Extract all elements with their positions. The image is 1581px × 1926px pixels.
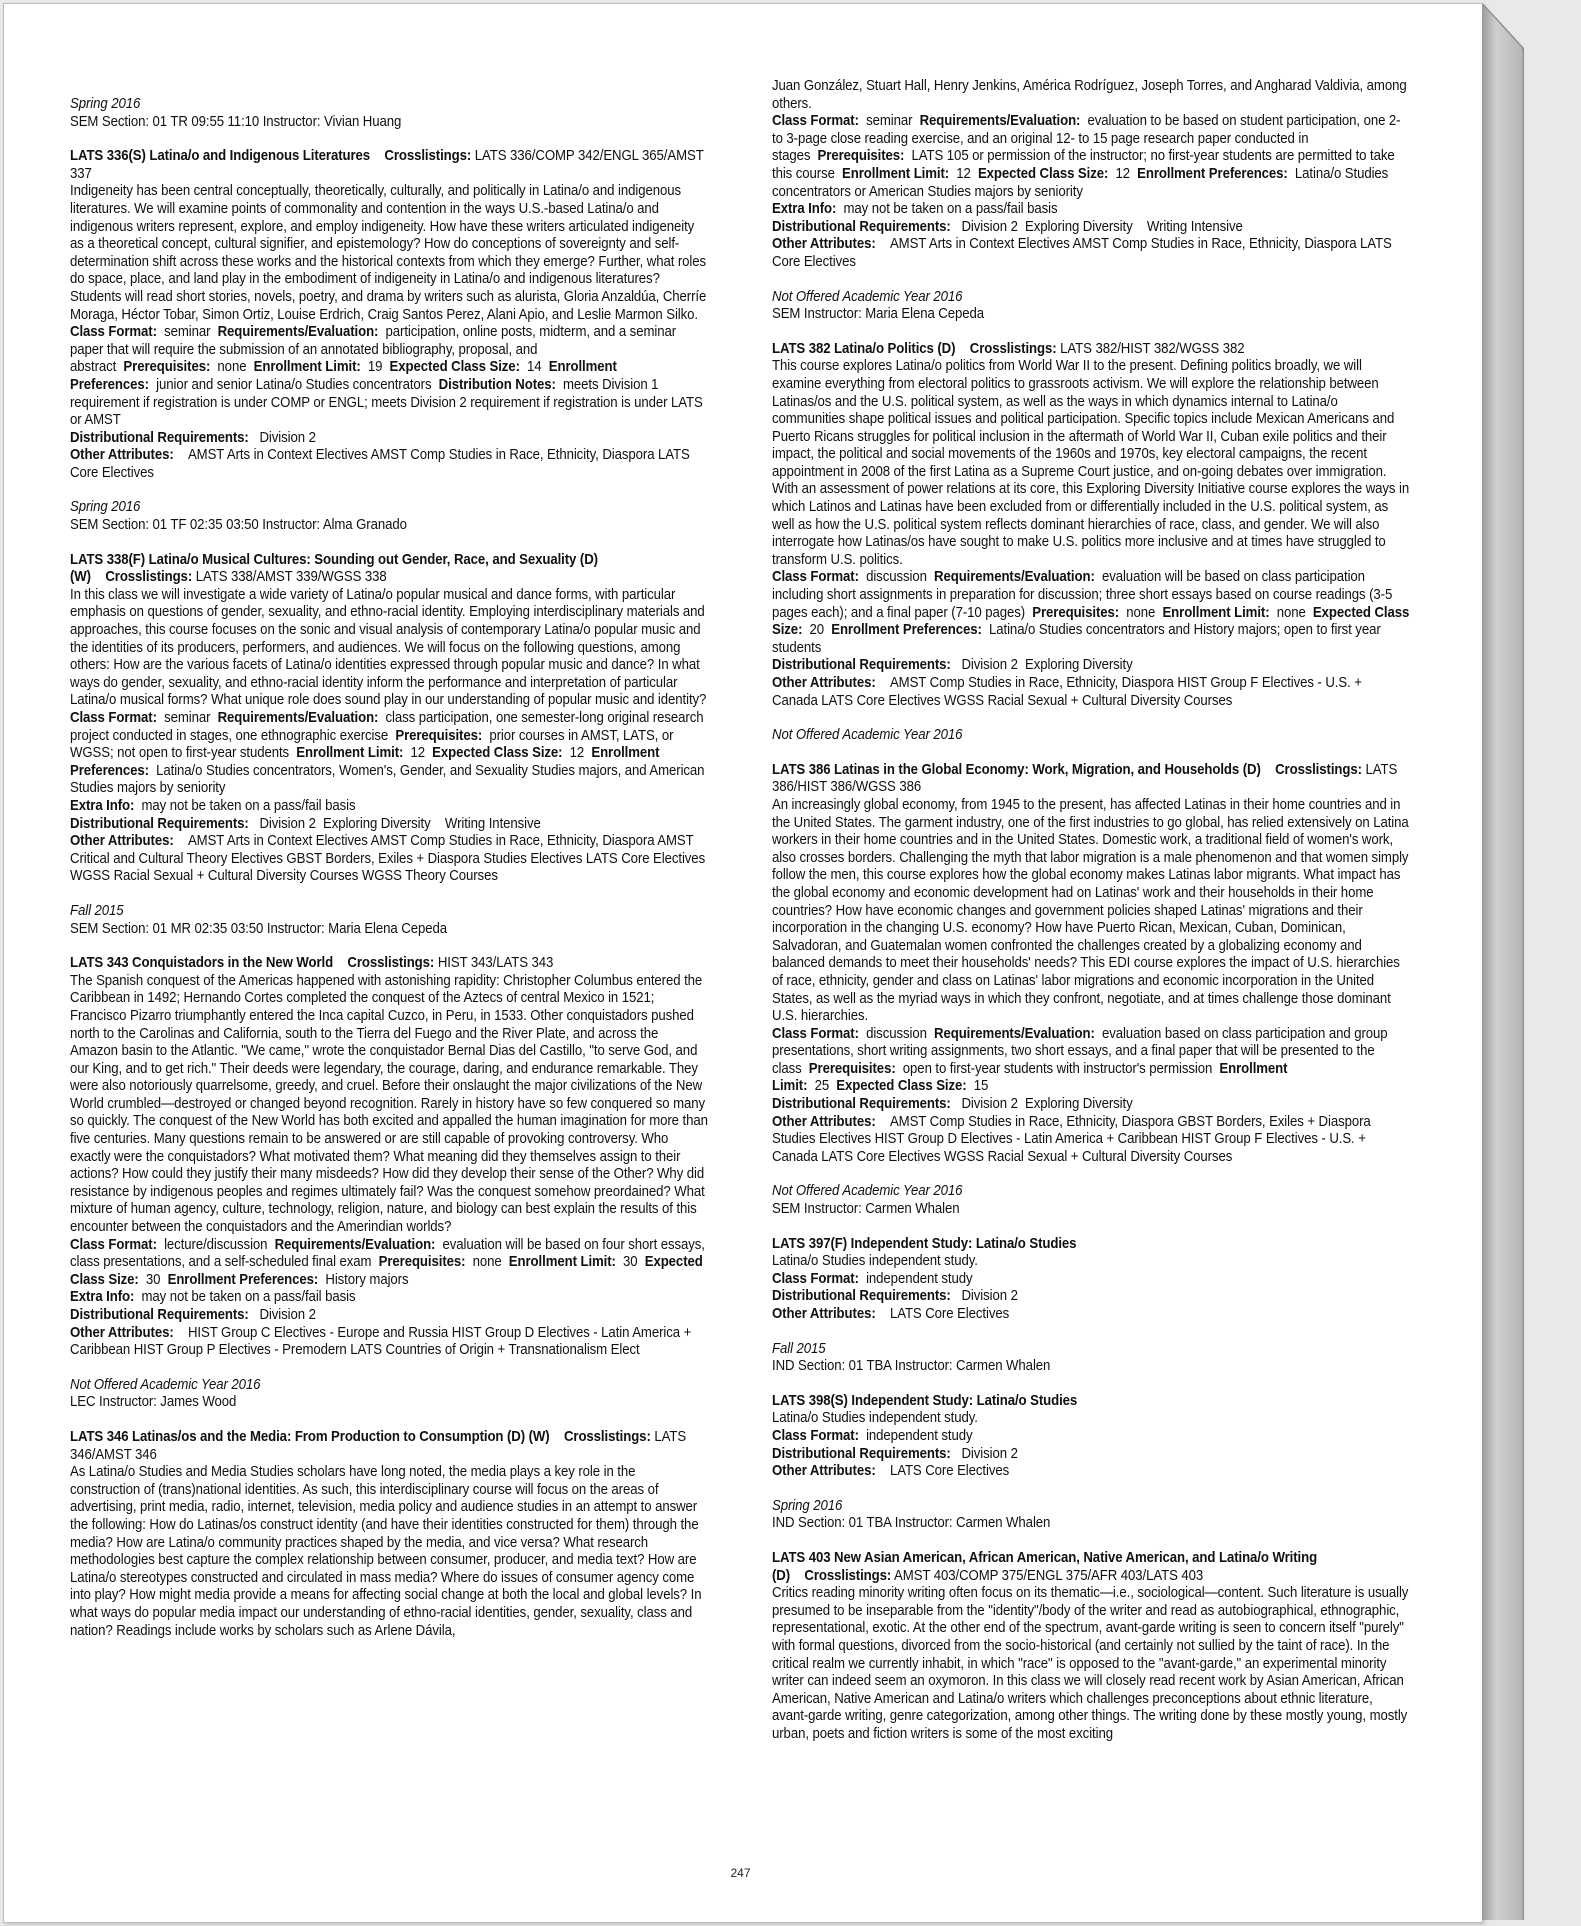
detail-label: Prerequisites: [817, 148, 905, 165]
detail-label: Enrollment Limit: [296, 745, 404, 762]
detail-label: Expected Class Size: [772, 604, 1410, 639]
section-line: SEM Section: 01 TF 02:35 03:50 Instructor: Alma Granado [70, 517, 407, 534]
detail-label: Expected Class Size: [432, 745, 563, 762]
other-attributes-label: Other Attributes: [772, 1113, 876, 1130]
other-attributes-label: Other Attributes: [70, 833, 174, 850]
term-label: Not Offered Academic Year 2016 [772, 727, 963, 744]
other-attributes-value: AMST Arts in Context Electives AMST Comp Studies in Race, Ethnicity, Diaspora AMST Critical and Cultural Theory Electives GBST Borders, Exiles + Diaspora Studies Electives LATS Core Electives WGSS Racial Sexual + Cultural Diversity Courses WGSS Theory Courses [70, 833, 706, 885]
crosslistings-label: Crosslistings: [804, 1567, 892, 1584]
detail-label: Requirements/Evaluation: [217, 710, 379, 726]
distributional-value: Division 2 [961, 1288, 1018, 1305]
distributional-label: Distributional Requirements: [772, 218, 951, 235]
distributional-value: Division 2 Exploring Diversity [961, 1096, 1133, 1113]
detail-value: evaluation will be based on four short essays, class presentations, and a self-scheduled final exam [70, 1236, 705, 1271]
detail-value: Latina/o Studies concentrators, Women's, Gender, and Sexuality Studies majors, and American Studies majors by seniority [70, 762, 705, 797]
other-attributes-value: AMST Arts in Context Electives AMST Comp Studies in Race, Ethnicity, Diaspora LATS Core Electives [772, 236, 1392, 270]
course-title: LATS 397(F) Independent Study: Latina/o Studies [772, 1235, 1077, 1252]
course-title: LATS 346 Latinas/os and the Media: From Production to Consumption (D) (W) [70, 1428, 550, 1445]
course-title: LATS 398(S) Independent Study: Latina/o Studies [772, 1392, 1078, 1409]
course-description: Latina/o Studies independent study. [772, 1410, 978, 1427]
detail-label: Expected Class Size: [836, 1078, 967, 1095]
term-label: Not Offered Academic Year 2016 [70, 1376, 261, 1393]
section-line: SEM Instructor: Carmen Whalen [772, 1201, 960, 1218]
detail-value: LATS 105 or permission of the instructor; no first-year students are permitted to take this course [772, 148, 1395, 182]
detail-value: none [1126, 604, 1156, 621]
distributional-label: Distributional Requirements: [772, 657, 951, 674]
detail-label: Requirements/Evaluation: [934, 1025, 1095, 1042]
other-attributes-value: LATS Core Electives [889, 1463, 1010, 1480]
detail-value: discussion [866, 569, 927, 586]
detail-value: meets Division 1 requirement if registration is under COMP or ENGL; meets Division 2 requirement if registration is under LATS or AMST [70, 376, 703, 429]
distributional-label: Distributional Requirements: [70, 429, 249, 446]
extra-info-value: may not be taken on a pass/fail basis [843, 201, 1058, 218]
course-body [772, 762, 1410, 1167]
detail-label: Enrollment Preferences: [70, 359, 617, 393]
course-description: This course explores Latina/o politics from World War II to the present. Defining politics broadly, we will examine everything from electoral politics to grassroots activism. We will explore the relationship between Latinas/os and the U.S. political system, as well as the ways in which dynamics internal to Latina/o communities shape political issues and political participation. Specific topics include Mexican Americans and Puerto Ricans struggles for political inclusion in the aftermath of World War II, Cuban exile politics and their impact, the political and social movements of the 1960s and 1970s, key electoral campaigns, the recent appointment in 2008 of the first Latina as a Supreme Court justice, and on-going debates over immigration. With an assessment of power relations at its core, this Exploring Diversity Initiative course explores the ways in which Latinos and Latinas have been excluded from or differentially included in the U.S. political system, as well as how the U.S. political system reflects dominant hierarchies of race, class, and gender. We will also interrogate how Latinas/os have sought to make U.S. politics more inclusive and at times have struggled to transform U.S. politics. [772, 358, 1410, 568]
other-attributes-value: AMST Comp Studies in Race, Ethnicity, Diaspora HIST Group F Electives - U.S. + Canada LATS Core Electives WGSS Racial Sexual + Cultural Diversity Courses [772, 675, 1362, 709]
course-title: LATS 403 New Asian American, African American, Native American, and Latina/o Writing (D) [772, 1549, 1318, 1584]
section-line: SEM Section: 01 TR 09:55 11:10 Instructor: Vivian Huang [70, 113, 402, 130]
left-column [70, 96, 708, 1657]
detail-label: Requirements/Evaluation: [274, 1236, 436, 1253]
course-entry [772, 1393, 1410, 1481]
detail-label: Class Format: [772, 1427, 859, 1444]
section-info [70, 903, 708, 938]
detail-value: Latina/o Studies concentrators or American Studies majors by seniority [772, 165, 1389, 200]
distributional-value: Division 2 [259, 429, 316, 446]
detail-value: 19 [367, 359, 383, 376]
other-attributes-label: Other Attributes: [70, 1324, 174, 1341]
section-line: IND Section: 01 TBA Instructor: Carmen Whalen [772, 1358, 1051, 1375]
other-attributes-label: Other Attributes: [772, 1306, 876, 1322]
course-body [70, 1429, 708, 1640]
detail-label: Enrollment Limit: [1162, 604, 1270, 621]
course-description: An increasingly global economy, from 1945 to the present, has affected Latinas in their home countries and in the United States. The garment industry, one of the first industries to go global, has relied extensively on Latina workers in their home countries and in the United States. Domestic work, a traditional field of women's work, also crosses borders. Challenging the myth that labor migration is a male phenomenon and that women simply follow the men, this course explores how the global economy makes Latinas labor migrants. What impact has the global economy and economic development had on Latinas' work and their households in their home countries? How have economic changes and government policies shaped Latinas' migrations and their incorporation in the changing U.S. economy? How have Puerto Rican, Mexican, Cuban, Dominican, Salvadoran, and Guatemalan women confronted the challenges created by a globalizing economy and balanced demands to meet their households' needs? This EDI course explores the impact of U.S. hierarchies of race, ethnicity, gender and class on Latinas' labor migrations and economic incorporation in the United States, as well as the myriad ways in which they confront, negotiate, and at times challenge those dominant U.S. hierarchies. [772, 796, 1409, 1025]
detail-value: none [472, 1254, 502, 1271]
course-description: Indigeneity has been central conceptually, theoretically, culturally, and politically in Latina/o and indigenous literatures. We will examine points of commonality and contention in the ways U.S.-based Latina/o and indigenous writers represent, explore, and employ indigeneity. How have these writers articulated indigeneity as a theoretical concept, cultural signifier, and epistemology? How do conceptions of sovereignty and self-determination shift across these works and the historical contexts from which they emerge? Further, what roles do space, place, and land play in the embodiment of indigeneity in Latina/o and indigenous literatures? Students will read short stories, novels, poetry, and drama by writers such as alurista, Gloria Anzaldúa, Cherríe Moraga, Héctor Tobar, Simon Ortiz, Louise Erdrich, Craig Santos Perez, Alani Apio, and Leslie Marmon Silko. [70, 183, 707, 323]
detail-label: Requirements/Evaluation: [934, 569, 1095, 586]
other-attributes-label: Other Attributes: [772, 236, 876, 253]
course-description: Latina/o Studies independent study. [772, 1253, 978, 1270]
course-entry [70, 148, 708, 482]
other-attributes-label: Other Attributes: [70, 447, 174, 464]
distributional-value: Division 2 [259, 1307, 316, 1323]
section-info [70, 499, 708, 534]
section-info [772, 1183, 1410, 1218]
section-info [70, 96, 708, 131]
course-body [772, 78, 1410, 272]
crosslistings-label: Crosslistings: [347, 955, 435, 972]
course-entry [70, 955, 708, 1360]
course-title: LATS 343 Conquistadors in the New World [70, 955, 334, 972]
detail-label: Distribution Notes: [438, 376, 556, 393]
crosslistings-value: LATS 336/COMP 342/ENGL 365/AMST 337 [70, 148, 704, 182]
course-entry [70, 1429, 708, 1640]
term-label: Spring 2016 [70, 499, 141, 516]
page-number: 247 [730, 1866, 751, 1880]
detail-value: 12 [569, 745, 585, 762]
course-description: In this class we will investigate a wide variety of Latina/o popular musical and dance forms, with particular emphasis on questions of gender, sexuality, and ethno-racial identity. Employing interdisciplinary materials and approaches, this course focuses on the sonic and visual analysis of contemporary Latina/o popular music and the identities of its producers, performers, and audiences. We will focus on the following questions, among others: How are the various facets of Latina/o identities expressed through popular music and dance? In what ways do gender, sexuality, and ethno-racial identity inform the performance and interpretation of particular Latina/o musical forms? What unique role does sound play in our understanding of popular music and identity? [70, 586, 707, 709]
distributional-label: Distributional Requirements: [772, 1288, 951, 1305]
detail-value: evaluation based on class participation and group presentations, short writing assignments, two short essays, and a final paper that will be presented to the class [772, 1025, 1388, 1077]
detail-value: participation, online posts, midterm, and a seminar paper that will require the submission of an annotated bibliography, proposal, and abstract [70, 324, 677, 376]
other-attributes-value: LATS Core Electives [889, 1306, 1010, 1322]
term-label: Fall 2015 [70, 902, 124, 919]
detail-value: 12 [956, 165, 971, 182]
extra-info-label: Extra Info: [70, 797, 135, 814]
detail-value: class participation, one semester-long original research project conducted in stages, one ethnographic exercise [70, 710, 704, 744]
distributional-label: Distributional Requirements: [772, 1445, 951, 1462]
course-continuation [772, 78, 1410, 272]
detail-label: Expected Class Size: [389, 359, 520, 376]
course-body [772, 341, 1410, 710]
detail-value: evaluation will be based on class participation including short assignments in preparation for discussion; three short essays based on course readings (3-5 pages each); and a final paper (7-10 pages) [772, 569, 1393, 621]
course-description: Juan González, Stuart Hall, Henry Jenkins, América Rodríguez, Joseph Torres, and Angharad Valdivia, among others. [772, 78, 1407, 112]
crosslistings-value: LATS 338/AMST 339/WGSS 338 [195, 569, 387, 586]
distributional-label: Distributional Requirements: [70, 1307, 249, 1323]
detail-value: independent study [866, 1427, 973, 1444]
detail-label: Class Format: [772, 113, 859, 130]
distributional-value: Division 2 Exploring Diversity Writing Intensive [259, 815, 541, 832]
crosslistings-value: AMST 403/COMP 375/ENGL 375/AFR 403/LATS 403 [894, 1567, 1204, 1584]
right-column [772, 78, 1410, 1760]
course-body [70, 148, 708, 482]
section-line: IND Section: 01 TBA Instructor: Carmen Whalen [772, 1515, 1051, 1532]
detail-value: History majors [325, 1271, 409, 1288]
detail-value: Latina/o Studies concentrators and History majors; open to first year students [772, 622, 1381, 656]
detail-value: seminar [164, 324, 211, 341]
section-info [772, 289, 1410, 324]
section-info [70, 1377, 708, 1412]
crosslistings-label: Crosslistings: [563, 1428, 651, 1445]
course-body [772, 1236, 1410, 1324]
term-label: Fall 2015 [772, 1340, 826, 1357]
other-attributes-label: Other Attributes: [772, 1463, 876, 1480]
detail-value: 15 [973, 1078, 989, 1095]
course-body [70, 552, 708, 886]
detail-label: Requirements/Evaluation: [919, 113, 1081, 130]
course-entry [772, 341, 1410, 710]
distributional-label: Distributional Requirements: [70, 815, 249, 832]
term-label: Spring 2016 [70, 96, 141, 112]
distributional-value: Division 2 Exploring Diversity [961, 657, 1133, 674]
course-entry [772, 762, 1410, 1167]
course-description: Critics reading minority writing often focus on its thematic—i.e., sociological—content. Such literature is usually presumed to be inseparable from the "identity"/body of the writer and read as autobiographical, ethnographic, representational, exotic. At the other end of the spectrum, avant-garde writing is seen to concern itself "purely" with formal questions, divorced from the socio-historical (and certainly not sullied by the taint of race). In the critical realm we currently inhabit, in which "race" is opposed to the "avant-garde," an experimental minority writer can indeed seem an oxymoron. In this class we will closely read recent work by Asian American, African American, Native American and Latina/o writers which challenges preconceptions about ethnic literature, avant-garde writing, genre categorization, among other things. The writing done by these mostly young, mostly urban, poets and fiction writers is some of the most exciting [772, 1585, 1409, 1742]
detail-value: 25 [814, 1078, 830, 1095]
detail-label: Class Format: [70, 1236, 157, 1253]
detail-label: Enrollment Limit: [253, 359, 361, 376]
detail-label: Enrollment Preferences: [1137, 165, 1288, 182]
section-info [772, 727, 1410, 745]
course-description: The Spanish conquest of the Americas happened with astonishing rapidity: Christopher Columbus entered the Caribbean in 1492; Hernando Cortes completed the conquest of the Aztecs of central Mexico in 1521; Francisco Pizarro triumphantly entered the Inca capital Cuzco, in Peru, in 1533. Other conquistadors pushed north to the Carolinas and California, south to the Tierra del Fuego and the River Plate, and across the Amazon basin to the Atlantic. "We came," wrote the conquistador Bernal Dias del Castillo, "to serve God, and our King, and to get rich." Their deeds were legendary, the courage, daring, and endurance remarkable. They were also notoriously quarrelsome, greedy, and cruel. Before their onslaught the major civilizations of the New World crumbled—destroyed or changed beyond recognition. Rarely in history have so few conquered so many so quickly. The conquest of the New World has both excited and appalled the human imagination for more than five centuries. Many questions remain to be answered or are still capable of provoking controversy. Who exactly were the conquistadors? What motivated them? What meaning did they themselves assign to their actions? How could they justify their many misdeeds? How did they develop their sense of the Other? Why did resistance by indigenous peoples and regimes ultimately fail? Was the conquest somehow preordained? What mixture of human agency, culture, technology, religion, nature, and biology can best explain the results of this encounter between the conquistadors and the Amerindian worlds? [70, 972, 708, 1236]
section-info [772, 1341, 1410, 1376]
extra-info-value: may not be taken on a pass/fail basis [141, 797, 356, 814]
detail-label: Prerequisites: [808, 1060, 896, 1077]
crosslistings-value: LATS 382/HIST 382/WGSS 382 [1060, 340, 1245, 357]
detail-label: Class Format: [772, 569, 859, 586]
detail-label: Enrollment Preferences: [167, 1271, 319, 1288]
detail-value: 12 [1115, 165, 1130, 182]
course-title: LATS 382 Latina/o Politics (D) [772, 340, 956, 357]
distributional-value: Division 2 [961, 1445, 1018, 1462]
course-title: LATS 338(F) Latina/o Musical Cultures: Sounding out Gender, Race, and Sexuality (D) (W) [70, 551, 598, 586]
detail-label: Expected Class Size: [977, 165, 1109, 182]
detail-value: 12 [410, 745, 426, 762]
course-body [772, 1550, 1410, 1744]
detail-label: Prerequisites: [378, 1254, 466, 1271]
detail-value: 30 [623, 1254, 638, 1271]
term-label: Spring 2016 [772, 1497, 843, 1514]
distributional-value: Division 2 Exploring Diversity Writing Intensive [961, 218, 1243, 235]
detail-value: independent study [866, 1270, 973, 1287]
other-attributes-value: HIST Group C Electives - Europe and Russia HIST Group D Electives - Latin America + Caribbean HIST Group P Electives - Premodern LATS Countries of Origin + Transnationalism Elect [70, 1324, 692, 1359]
crosslistings-value: LATS 386/HIST 386/WGSS 386 [772, 761, 1398, 796]
detail-value: seminar [866, 113, 913, 130]
detail-value: open to first-year students with instructor's permission [902, 1060, 1213, 1077]
detail-value: 30 [145, 1271, 161, 1288]
extra-info-value: may not be taken on a pass/fail basis [141, 1289, 356, 1306]
crosslistings-label: Crosslistings: [384, 148, 472, 165]
course-title: LATS 336(S) Latina/o and Indigenous Literatures [70, 148, 371, 165]
section-line: LEC Instructor: James Wood [70, 1394, 237, 1411]
crosslistings-label: Crosslistings: [1275, 761, 1362, 778]
extra-info-label: Extra Info: [70, 1289, 135, 1306]
extra-info-label: Extra Info: [772, 201, 837, 218]
detail-label: Enrollment Preferences: [831, 622, 982, 639]
crosslistings-value: HIST 343/LATS 343 [437, 955, 554, 972]
detail-label: Class Format: [772, 1270, 859, 1287]
detail-value: prior courses in AMST, LATS, or WGSS; not open to first-year students [70, 727, 674, 762]
detail-value: discussion [866, 1025, 927, 1042]
detail-label: Class Format: [70, 710, 157, 726]
detail-label: Class Format: [70, 324, 157, 341]
detail-label: Prerequisites: [123, 359, 211, 376]
course-entry [772, 1236, 1410, 1324]
course-entry [70, 552, 708, 886]
detail-value: none [217, 359, 247, 376]
detail-label: Prerequisites: [1032, 604, 1120, 621]
detail-value: junior and senior Latina/o Studies concentrators [156, 376, 432, 393]
crosslistings-label: Crosslistings: [969, 340, 1057, 357]
course-title: LATS 386 Latinas in the Global Economy: Work, Migration, and Households (D) [772, 761, 1261, 778]
detail-value: seminar [164, 710, 211, 726]
term-label: Not Offered Academic Year 2016 [772, 1183, 963, 1200]
detail-label: Enrollment Limit: [772, 1060, 1288, 1095]
detail-label: Requirements/Evaluation: [217, 324, 379, 341]
course-entry [772, 1550, 1410, 1744]
page-curl [1482, 4, 1522, 1920]
crosslistings-label: Crosslistings: [105, 569, 193, 586]
distributional-label: Distributional Requirements: [772, 1096, 951, 1113]
course-description: As Latina/o Studies and Media Studies scholars have long noted, the media plays a key role in the construction of (trans)national identities. As such, this interdisciplinary course will focus on the areas of advertising, print media, radio, internet, television, media policy and audience studies in an attempt to answer the following: How do Latinas/os construct identity (and have their identities constructed for them) through the media? How are Latina/o community practices shaped by the media, and vice versa? What research methodologies best capture the complex relationship between consumer, producer, and media text? How are Latina/o stereotypes constructed and circulated in mass media? Where do issues of consumer agency come into play? How might media provide a means for affecting social change at both the local and global levels? In what ways do popular media impact our understanding of ethno-racial identities, gender, sexuality, class and nation? Readings include works by scholars such as Arlene Dávila, [70, 1464, 702, 1639]
detail-label: Expected Class Size: [70, 1254, 703, 1288]
term-label: Not Offered Academic Year 2016 [772, 288, 963, 305]
detail-label: Enrollment Limit: [508, 1254, 616, 1271]
detail-label: Enrollment Limit: [842, 165, 950, 182]
detail-value: evaluation to be based on student participation, one 2- to 3-page close reading exercise, and an original 12- to 15 page research paper conducted in stages [772, 113, 1401, 165]
other-attributes-value: AMST Arts in Context Electives AMST Comp Studies in Race, Ethnicity, Diaspora LATS Core Electives [70, 447, 690, 481]
course-body [772, 1393, 1410, 1481]
section-info [772, 1498, 1410, 1533]
detail-label: Enrollment Preferences: [70, 745, 660, 779]
detail-value: none [1276, 604, 1306, 621]
crosslistings-value: LATS 346/AMST 346 [70, 1428, 687, 1463]
section-line: SEM Section: 01 MR 02:35 03:50 Instructor: Maria Elena Cepeda [70, 920, 447, 937]
course-body [70, 955, 708, 1360]
detail-value: lecture/discussion [164, 1236, 268, 1253]
section-line: SEM Instructor: Maria Elena Cepeda [772, 306, 985, 323]
detail-label: Prerequisites: [395, 727, 483, 744]
other-attributes-value: AMST Comp Studies in Race, Ethnicity, Diaspora GBST Borders, Exiles + Diaspora Studies Electives HIST Group D Electives - Latin America + Caribbean HIST Group F Electives - U.S. + Canada LATS Core Electives WGSS Racial Sexual + Cultural Diversity Courses [772, 1113, 1371, 1165]
detail-label: Class Format: [772, 1025, 859, 1042]
detail-value: 14 [527, 359, 542, 376]
other-attributes-label: Other Attributes: [772, 675, 876, 691]
detail-value: 20 [809, 622, 825, 639]
